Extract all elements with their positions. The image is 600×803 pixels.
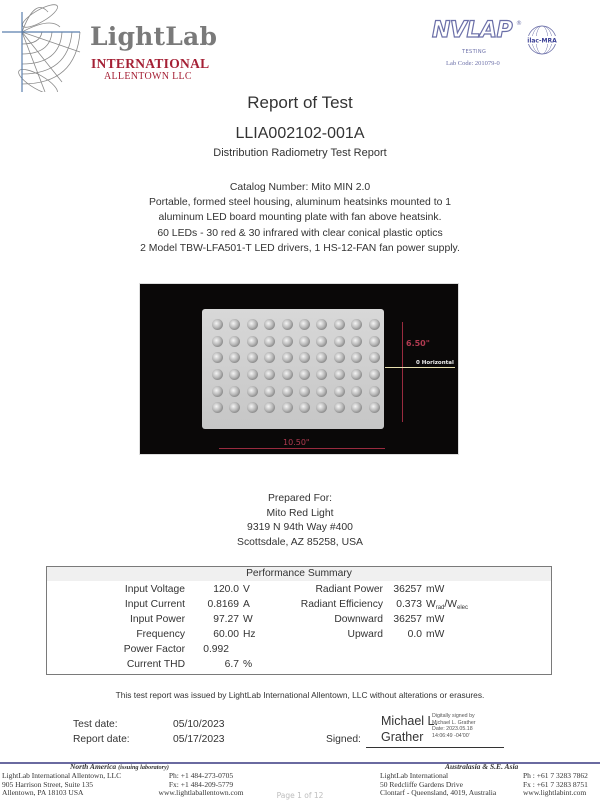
perf-label: Input Current [124,599,185,610]
ilac-label: ilac-MRA [527,37,557,45]
led-lens-icon [334,369,345,380]
address-line: Allentown, PA 18103 USA [2,788,84,798]
horizontal-arrow-icon [385,367,455,368]
unit-sub-rad: rad [435,605,445,611]
led-lens-icon [316,402,327,413]
led-lens-icon [282,369,293,380]
lab-code: Lab Code: 201079-0 [446,60,500,67]
sig-detail-line: 14:06:49 -04'00' [432,732,470,739]
led-lens-icon [351,336,362,347]
led-lens-icon [229,386,240,397]
orientation-label: 0 Horizontal [416,360,454,366]
nvlap-testing-label: TESTING [462,49,487,55]
test-date-row [73,717,225,732]
catalog-number: Catalog Number: Mito MIN 2.0 [229,182,371,193]
led-lens-icon [212,319,223,330]
perf-value: 0.992 [203,644,229,655]
perf-unit: mW [426,629,445,640]
perf-unit: mW [426,584,445,595]
led-lens-icon [264,319,275,330]
led-lens-icon [316,386,327,397]
test-date-label: Test date: [73,719,118,730]
registered-mark: ® [516,20,522,27]
perf-value: 97.27 [213,614,239,625]
led-lens-icon [229,352,240,363]
led-lens-icon [351,386,362,397]
led-lens-icon [247,369,258,380]
led-lens-icon [299,319,310,330]
led-lens-icon [264,369,275,380]
perf-unit: mW [426,614,445,625]
width-dimension-label: 10.50" [283,438,310,447]
address-line: Clontarf - Queensland, 4019, Australia [380,788,497,798]
lightlab-name: LightLab [90,22,218,51]
led-lens-icon [316,336,327,347]
height-dimension-label: 6.50" [406,339,430,348]
led-lens-icon [212,336,223,347]
address-line: LightLab International [380,771,449,780]
perf-label: Radiant Power [315,584,383,595]
led-lens-icon [229,336,240,347]
signature-line [366,747,504,748]
led-lens-icon [316,319,327,330]
led-lens-icon [351,319,362,330]
perf-row-input-voltage [47,582,297,597]
description-line: Portable, formed steel housing, aluminum heatsinks mounted to 1 [148,197,452,209]
width-dimension-line [219,448,385,449]
region-note: (issuing laboratory) [118,764,169,771]
led-lens-icon [334,336,345,347]
led-lens-icon [299,386,310,397]
led-panel [202,309,384,429]
led-grid [212,319,384,419]
client-address-line2: Scottsdale, AZ 85258, USA [237,536,363,548]
signer-name-line2: Grather [381,730,424,744]
perf-row-current-thd [47,657,297,672]
accreditation-logos [428,18,598,78]
led-lens-icon [212,352,223,363]
led-lens-icon [316,352,327,363]
led-lens-icon [264,336,275,347]
perf-label: Input Voltage [124,584,185,595]
perf-row-upward [297,627,553,642]
led-lens-icon [282,319,293,330]
report-dates [73,717,225,747]
perf-unit: Hz [243,629,256,640]
report-date-value: 05/17/2023 [173,734,225,745]
led-lens-icon [299,369,310,380]
perf-label: Upward [347,629,383,640]
led-lens-icon [212,386,223,397]
page-number: Page 1 of 12 [276,791,324,800]
led-lens-icon [369,402,380,413]
perf-unit: W [243,614,253,625]
perf-row-radiant-power [297,582,553,597]
performance-summary-title: Performance Summary [47,567,551,581]
led-lens-icon [264,402,275,413]
led-lens-icon [334,319,345,330]
address-line: LightLab International Allentown, LLC [2,771,122,780]
led-lens-icon [369,352,380,363]
digital-signature[interactable] [381,713,438,745]
led-lens-icon [247,402,258,413]
signer-name-line1: Michael L. [381,714,438,728]
report-subtitle: Distribution Radiometry Test Report [213,147,387,159]
led-lens-icon [247,386,258,397]
led-lens-icon [369,319,380,330]
unit-w: W [426,599,436,610]
perf-row-radiant-efficiency [297,597,553,612]
perf-row-downward [297,612,553,627]
phone: Ph : +61 7 3283 7862 [523,771,588,780]
performance-summary-table [46,566,552,675]
website-link[interactable]: www.lightlabint.com [523,788,587,798]
region-title: Australasia & S.E. Asia [445,762,519,771]
led-lens-icon [229,369,240,380]
led-lens-icon [369,336,380,347]
perf-value: 6.7 [224,659,239,670]
perf-label: Power Factor [123,644,185,655]
prepared-for [0,492,600,550]
perf-unit: V [243,584,250,595]
perf-row-frequency [47,627,297,642]
product-photo [139,283,459,455]
perf-value: 120.0 [213,584,239,595]
description-line: 2 Model TBW-LFA501-T LED drivers, 1 HS-12-FAN fan power supply. [140,242,460,254]
led-lens-icon [229,319,240,330]
led-lens-icon [282,352,293,363]
footer-region-au [445,763,518,772]
unit-per-w: /W [444,599,457,610]
report-date-label: Report date: [73,734,130,745]
led-lens-icon [247,352,258,363]
led-lens-icon [299,402,310,413]
led-lens-icon [351,402,362,413]
fax: Fx: +1 484-209-5779 [168,779,234,789]
led-lens-icon [369,369,380,380]
perf-value: 36257 [393,614,422,625]
goniometer-grid-icon [0,2,90,92]
led-lens-icon [334,352,345,363]
perf-value: 0.373 [396,599,422,610]
region-title: North America [70,762,117,771]
lightlab-logo [0,2,240,88]
perf-label: Current THD [126,659,185,670]
website-link[interactable]: www.lightlaballentown.com [158,788,244,798]
report-id: LLIA002102-001A [235,125,365,142]
perf-label: Radiant Efficiency [300,599,383,610]
perf-label: Frequency [136,629,185,640]
perf-label: Downward [334,614,383,625]
report-title: Report of Test [247,93,353,112]
address-line: 50 Redcliffe Gardens Drive [380,779,463,789]
perf-value: 0.8169 [207,599,239,610]
led-lens-icon [229,402,240,413]
report-date-row [73,732,225,747]
signed-label: Signed: [326,734,361,745]
led-lens-icon [299,352,310,363]
perf-unit: A [243,599,250,610]
perf-label: Input Power [130,614,185,625]
fax: Fx : +61 7 3283 8751 [523,779,588,789]
led-lens-icon [247,336,258,347]
client-company: Mito Red Light [266,507,334,519]
perf-unit: % [243,659,253,670]
led-lens-icon [334,402,345,413]
led-lens-icon [247,319,258,330]
led-lens-icon [369,386,380,397]
led-lens-icon [299,336,310,347]
perf-value: 60.00 [213,629,239,640]
led-lens-icon [282,386,293,397]
prepared-for-heading: Prepared For: [267,493,333,504]
led-lens-icon [212,402,223,413]
led-lens-icon [212,369,223,380]
test-date-value: 05/10/2023 [173,719,225,730]
client-address-line1: 9319 N 94th Way #400 [247,522,353,534]
perf-value: 0.0 [407,629,422,640]
description-line: aluminum LED board mounting plate with fan above heatsink. [158,212,442,224]
ilac-mra-globe-icon [524,24,560,56]
led-lens-icon [282,402,293,413]
led-lens-icon [264,352,275,363]
sig-detail-line: Michael L. Grather [432,719,476,726]
lightlab-international: INTERNATIONAL [91,56,210,71]
sig-detail-line: Date: 2023.05.18 [432,726,473,733]
digital-signature-details [432,713,476,739]
description-line: 60 LEDs - 30 red & 30 infrared with clear conical plastic optics [157,227,443,239]
unit-sub-elec: elec [456,605,468,611]
product-description [0,180,600,256]
led-lens-icon [351,352,362,363]
led-lens-icon [316,369,327,380]
perf-row-input-current [47,597,297,612]
issued-note: This test report was issued by LightLab International Allentown, LLC without alterations or erasures. [115,690,485,700]
led-lens-icon [264,386,275,397]
perf-value: 36257 [393,584,422,595]
height-dimension-line [402,322,403,422]
led-lens-icon [334,386,345,397]
nvlap-logo: NVLAP [432,18,513,43]
address-line: 905 Harrison Street, Suite 135 [2,779,94,789]
lightlab-allentown: ALLENTOWN LLC [104,71,192,82]
phone: Ph: +1 484-273-0705 [168,771,234,780]
perf-row-input-power [47,612,297,627]
perf-row-power-factor [47,642,297,657]
sig-detail-line: Digitally signed by [432,713,475,719]
led-lens-icon [282,336,293,347]
led-lens-icon [351,369,362,380]
